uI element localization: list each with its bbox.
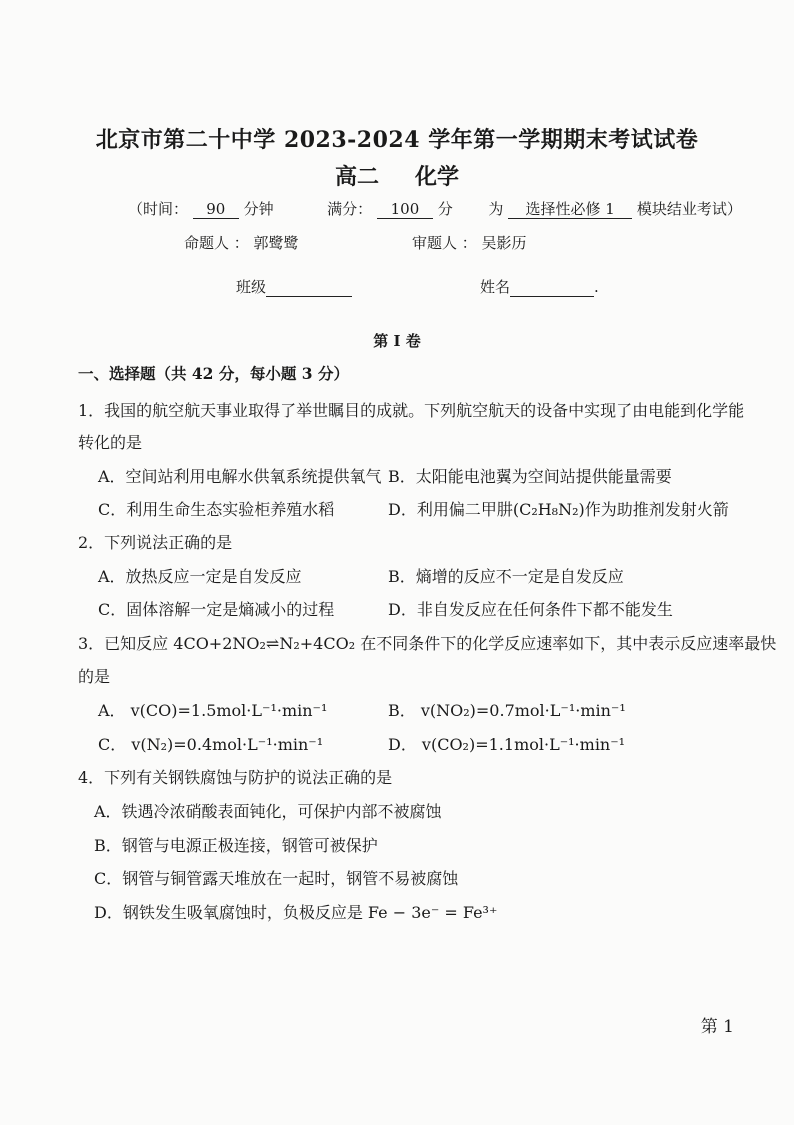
setter: 命题人 ： 郭鹭鹭 <box>184 234 299 252</box>
class-field[interactable] <box>236 276 352 297</box>
question-2-option-b[interactable]: B．熵增的反应不一定是自发反应 <box>388 567 624 586</box>
question-2-option-a[interactable]: A．放热反应一定是自发反应 <box>98 567 302 586</box>
volume-heading: 第 I 卷 <box>373 332 421 350</box>
question-3-option-c[interactable]: C． v(N₂)=0.4mol·L⁻¹·min⁻¹ <box>98 735 324 754</box>
question-1-stem-line2: 转化的是 <box>78 433 143 452</box>
question-4-option-a[interactable]: A．铁遇冷浓硝酸表面钝化，可保护内部不被腐蚀 <box>94 802 442 821</box>
question-4-option-d[interactable]: D．钢铁发生吸氧腐蚀时，负极反应是 Fe − 3e⁻ = Fe³⁺ <box>94 903 498 922</box>
grade: 高二 <box>334 164 379 190</box>
class-blank[interactable] <box>266 280 352 297</box>
question-4-stem: 4．下列有关钢铁腐蚀与防护的说法正确的是 <box>78 768 393 787</box>
name-label: 姓名 <box>480 278 511 296</box>
question-1-option-c[interactable]: C．利用生命生态实验柜养殖水稻 <box>98 500 335 519</box>
time-value: 90 <box>193 200 239 219</box>
score-value: 100 <box>377 200 433 219</box>
question-2-option-c[interactable]: C．固体溶解一定是熵减小的过程 <box>98 600 335 619</box>
exam-suffix: 模块结业考试） <box>636 200 742 218</box>
question-2-stem: 2．下列说法正确的是 <box>78 533 233 552</box>
class-label: 班级 <box>236 278 267 296</box>
time-label: （时间： <box>128 200 189 218</box>
page-number: 第 1 <box>700 1017 734 1037</box>
for-label: 为 <box>488 200 504 218</box>
question-3-option-d[interactable]: D． v(CO₂)=1.1mol·L⁻¹·min⁻¹ <box>388 735 626 754</box>
question-4-option-c[interactable]: C．钢管与铜管露天堆放在一起时，钢管不易被腐蚀 <box>94 869 459 888</box>
section-heading: 一、选择题（共 42 分，每小题 3 分） <box>78 364 349 383</box>
subject: 化学 <box>415 164 460 190</box>
exam-title: 北京市第二十中学 2023-2024 学年第一学期期末考试试卷 <box>95 127 699 153</box>
question-2-option-d[interactable]: D．非自发反应在任何条件下都不能发生 <box>388 600 673 619</box>
question-1-option-d[interactable]: D．利用偏二甲肼(C₂H₈N₂)作为助推剂发射火箭 <box>388 500 729 519</box>
question-3-option-a[interactable]: A． v(CO)=1.5mol·L⁻¹·min⁻¹ <box>98 701 328 720</box>
question-1-option-a[interactable]: A．空间站利用电解水供氧系统提供氧气 <box>98 467 382 486</box>
question-3-option-b[interactable]: B． v(NO₂)=0.7mol·L⁻¹·min⁻¹ <box>388 701 626 720</box>
exam-meta <box>128 198 742 219</box>
score-label: 满分： <box>327 200 373 218</box>
question-4-option-b[interactable]: B．钢管与电源正极连接，钢管可被保护 <box>94 836 378 855</box>
question-1-stem-line1: 1．我国的航空航天事业取得了举世瞩目的成就。下列航空航天的设备中实现了由电能到化学能 <box>78 401 745 420</box>
exam-subtitle <box>0 160 794 191</box>
name-suffix: . <box>594 278 599 296</box>
exam-type: 选择性必修 1 <box>508 200 632 219</box>
score-unit: 分 <box>437 200 453 218</box>
name-blank[interactable] <box>510 280 594 297</box>
name-field[interactable] <box>480 276 599 297</box>
question-3-stem-line2: 的是 <box>78 667 111 686</box>
question-1-option-b[interactable]: B．太阳能电池翼为空间站提供能量需要 <box>388 467 672 486</box>
time-unit: 分钟 <box>243 200 274 218</box>
question-3-stem-line1: 3．已知反应 4CO+2NO₂⇌N₂+4CO₂ 在不同条件下的化学反应速率如下，其中表示反应速率最快 <box>78 634 777 653</box>
reviewer: 审题人 ： 吴影历 <box>412 234 527 252</box>
